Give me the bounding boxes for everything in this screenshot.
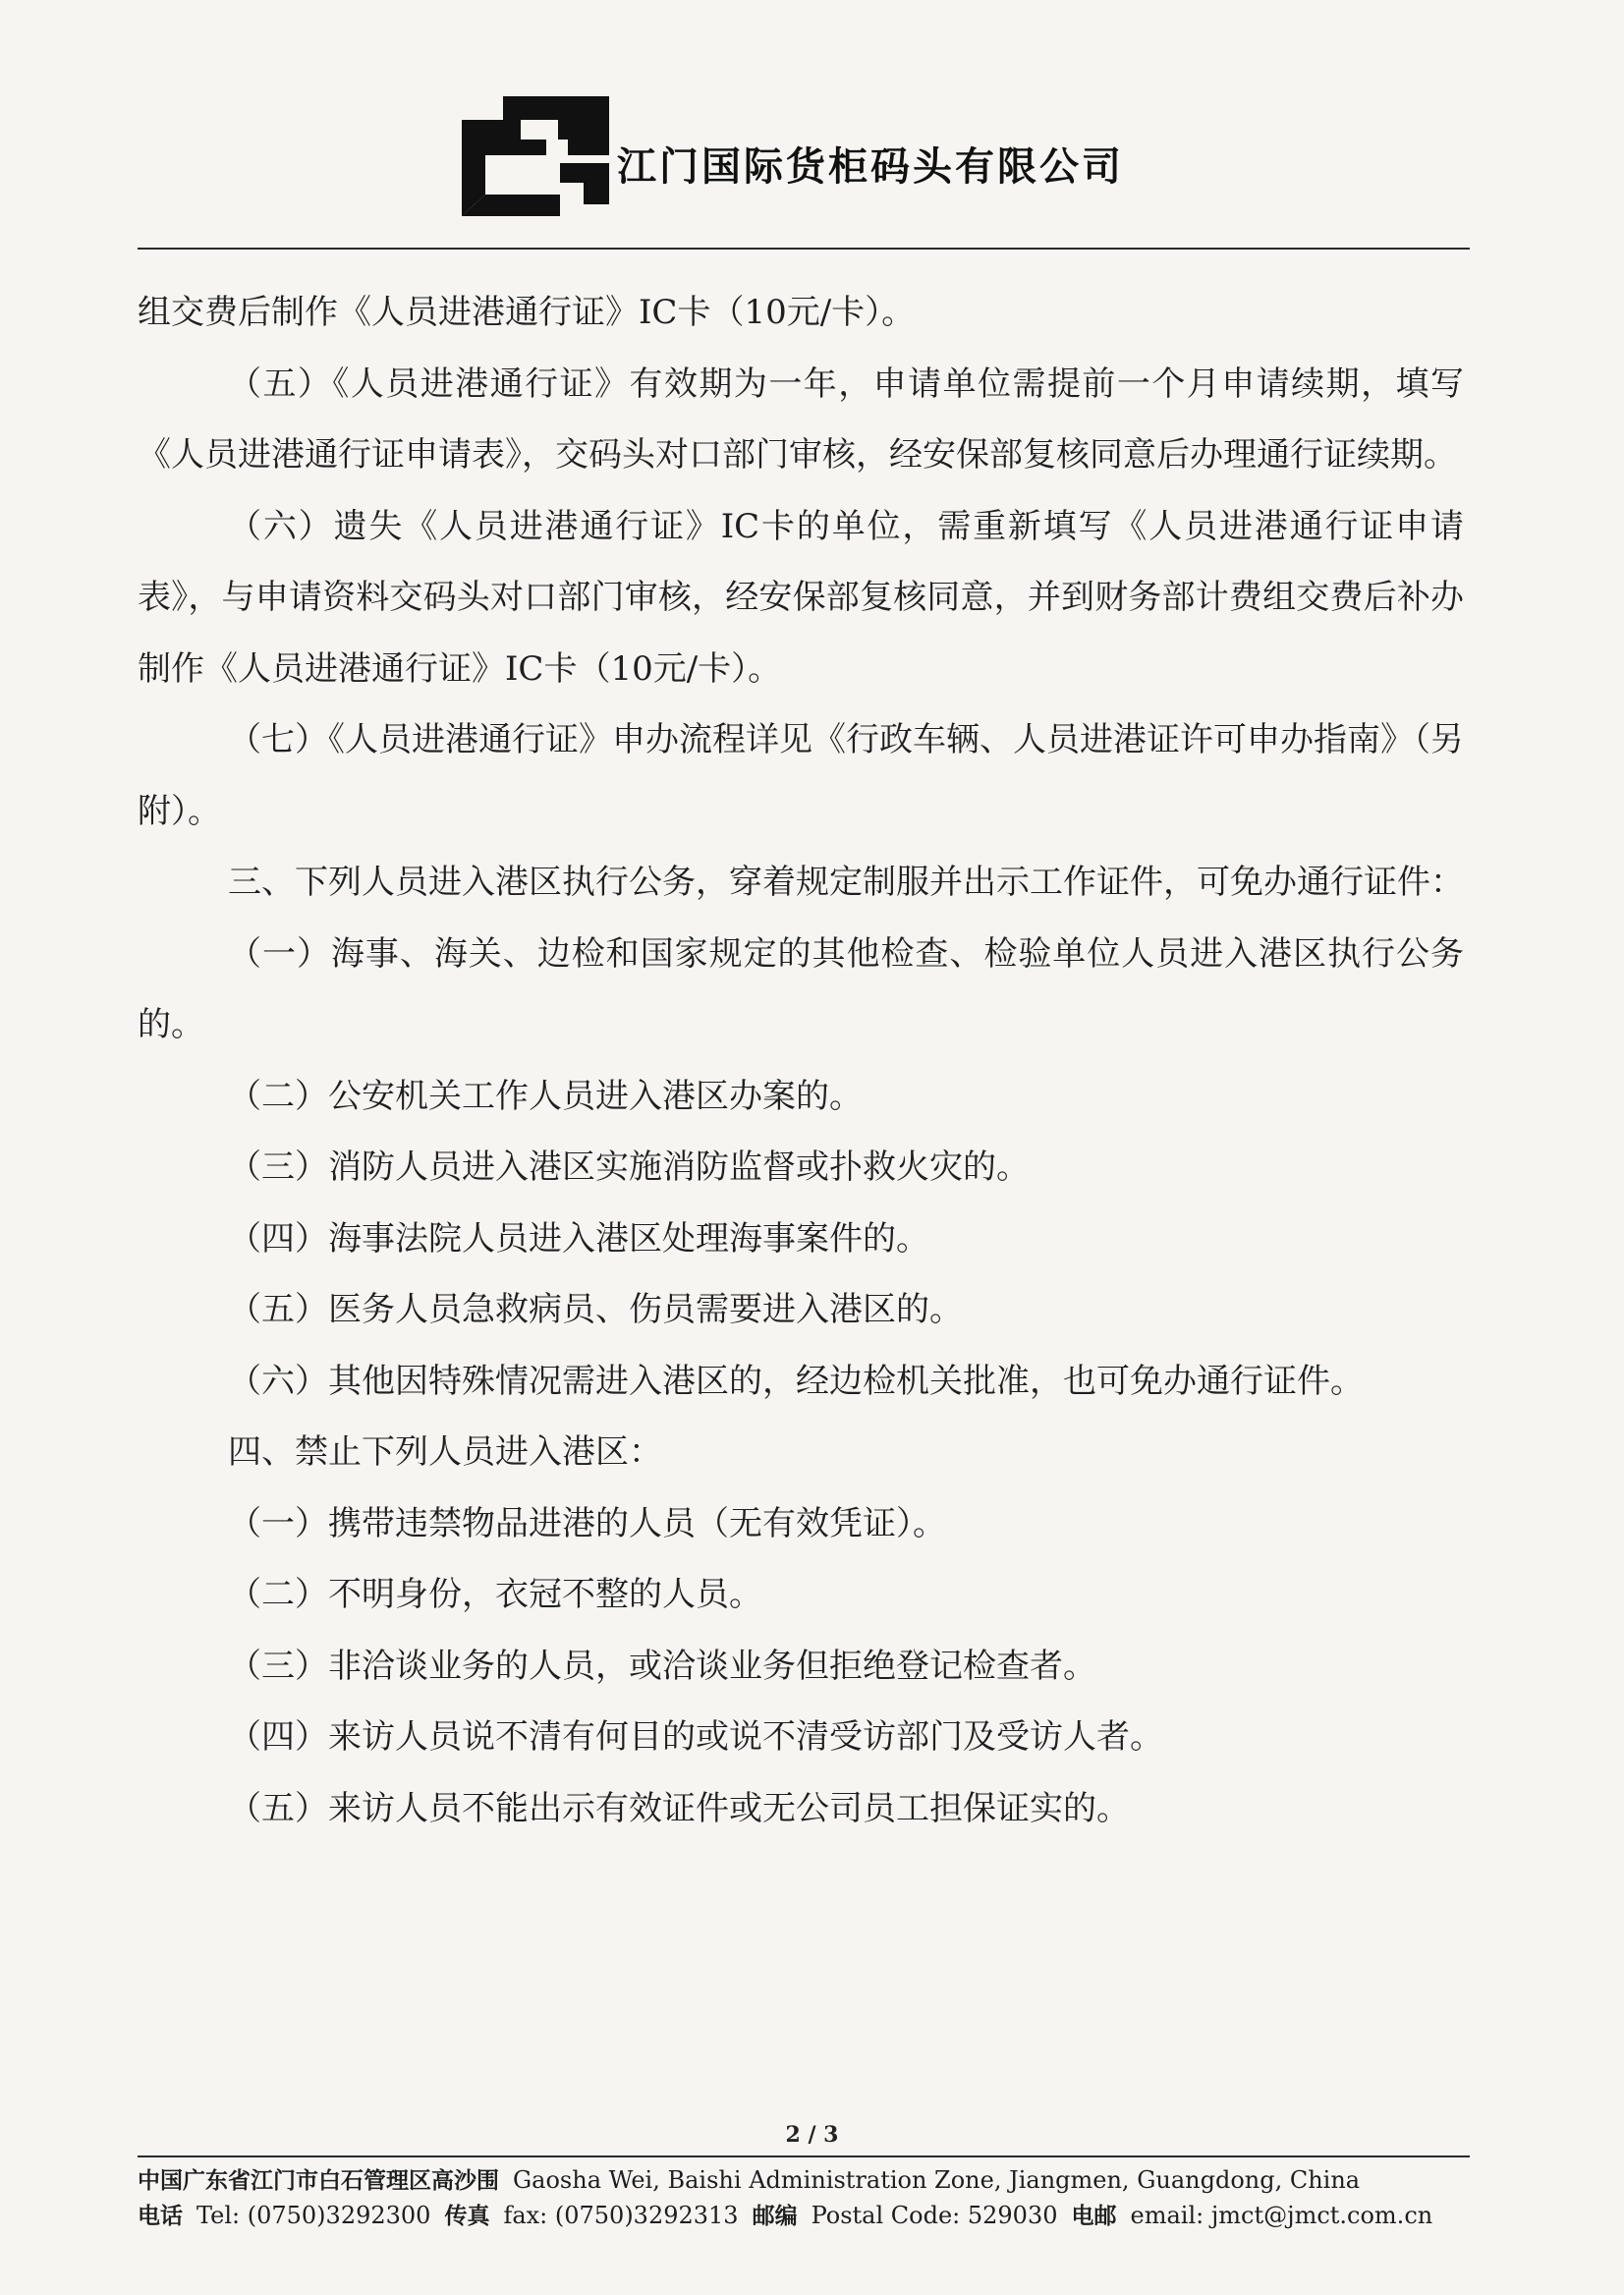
body-paragraph: （一）携带违禁物品进港的人员（无有效凭证）。 — [228, 1503, 946, 1543]
footer-tel-label: 电话 — [138, 2204, 183, 2229]
document-body — [138, 277, 1464, 1844]
footer-postal: Postal Code: 529030 — [811, 2202, 1058, 2229]
footer-tel: Tel: (0750)3292300 — [196, 2202, 431, 2229]
body-paragraph: 四、禁止下列人员进入港区： — [228, 1432, 662, 1472]
footer-email-label: 电邮 — [1071, 2204, 1117, 2229]
body-paragraph: （六）其他因特殊情况需进入港区的，经边检机关批准，也可免办通行证件。 — [228, 1361, 1364, 1401]
footer-divider — [138, 2155, 1470, 2157]
footer-email: email: jmct@jmct.com.cn — [1130, 2202, 1433, 2229]
body-paragraph: 三、下列人员进入港区执行公务，穿着规定制服并出示工作证件，可免办通行证件： — [228, 863, 1464, 902]
body-paragraph: （一）海事、海关、边检和国家规定的其他检查、检验单位人员进入港区执行公务的。 — [138, 933, 1464, 1044]
footer-fax: fax: (0750)3292313 — [503, 2202, 739, 2229]
body-paragraph: （四）来访人员说不清有何目的或说不清受访部门及受访人者。 — [228, 1717, 1163, 1757]
letterhead — [462, 96, 1208, 224]
page-number: 2 / 3 — [785, 2122, 839, 2148]
body-paragraph: （五）来访人员不能出示有效证件或无公司员工担保证实的。 — [228, 1788, 1130, 1828]
company-logo-icon — [462, 96, 609, 216]
body-paragraph: （五）《人员进港通行证》有效期为一年，申请单位需提前一个月申请续期，填写《人员进港通行证申请表》，交码头对口部门审核，经安保部复核同意后办理通行证续期。 — [138, 364, 1464, 475]
body-paragraph: （四）海事法院人员进入港区处理海事案件的。 — [228, 1218, 929, 1259]
body-paragraph: 组交费后制作《人员进港通行证》IC卡（10元/卡）。 — [138, 293, 916, 332]
body-paragraph: （三）非洽谈业务的人员，或洽谈业务但拒绝登记检查者。 — [228, 1646, 1096, 1686]
footer-fax-label: 传真 — [444, 2204, 490, 2229]
footer-address-en: Gaosha Wei, Baishi Administration Zone, Jiangmen, Guangdong, China — [513, 2166, 1361, 2194]
body-paragraph: （七）《人员进港通行证》申办流程详见《行政车辆、人员进港证许可申办指南》（另附）。 — [138, 720, 1464, 831]
body-paragraph: （五）医务人员急救病员、伤员需要进入港区的。 — [228, 1290, 963, 1329]
body-paragraph: （二）不明身份，衣冠不整的人员。 — [228, 1575, 762, 1614]
footer — [138, 2163, 1470, 2234]
body-paragraph: （二）公安机关工作人员进入港区办案的。 — [228, 1076, 863, 1116]
footer-address-line — [138, 2163, 1470, 2199]
company-name: 江门国际货柜码头有限公司 — [617, 144, 1124, 190]
body-paragraph: （六）遗失《人员进港通行证》IC卡的单位，需重新填写《人员进港通行证申请表》，与申请资料交码头对口部门审核，经安保部复核同意，并到财务部计费组交费后补办制作《人员进港通行证》IC卡（10元/卡）。 — [138, 506, 1464, 689]
body-paragraph: （三）消防人员进入港区实施消防监督或扑救火灾的。 — [228, 1148, 1030, 1187]
footer-contact-line — [138, 2199, 1470, 2234]
footer-address-cn: 中国广东省江门市白石管理区高沙围 — [138, 2168, 499, 2194]
header-divider — [138, 248, 1470, 250]
footer-postal-label: 邮编 — [752, 2204, 798, 2229]
